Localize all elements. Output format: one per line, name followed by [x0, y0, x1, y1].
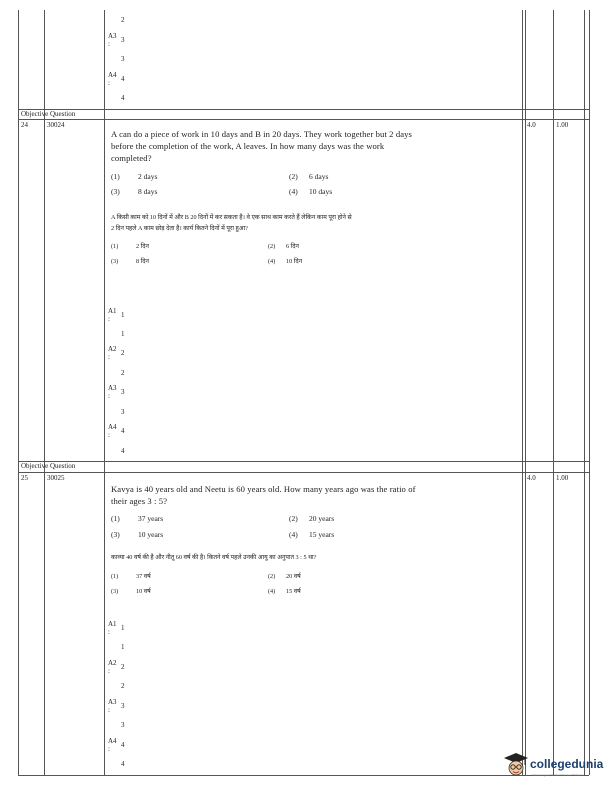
answer-value: 3 [121, 408, 125, 416]
answer-colon: : [108, 315, 110, 323]
option-text: 20 वर्ष [286, 573, 301, 580]
answer-label: A2 [108, 659, 117, 667]
option-number: (2) [268, 243, 276, 250]
col-divider-id [44, 10, 45, 775]
question-text-english [111, 483, 476, 507]
question-line: काव्या 40 वर्ष की है और नीतू 60 वर्ष की है। कितने वर्ष पहले उनकी आयु का अनुपात 3 : 5 था? [111, 554, 317, 561]
table-border-left [18, 10, 19, 775]
answer-value: 2 [121, 369, 125, 377]
answer-number: 4 [121, 741, 125, 749]
col-divider-marks-right [525, 10, 526, 775]
option-text: 8 दिन [136, 258, 149, 265]
brand-name: collegedunia [530, 757, 604, 771]
question-text-hindi [111, 552, 476, 563]
answer-number: 1 [121, 311, 125, 319]
prev-answer-value: 3 [121, 55, 125, 63]
answer-colon: : [108, 431, 110, 439]
answer-value: 1 [121, 330, 125, 338]
option-number: (3) [111, 530, 120, 539]
question-line: their ages 3 : 5? [111, 496, 168, 506]
option-number: (1) [111, 514, 120, 523]
option-text: 10 दिन [286, 258, 303, 265]
option-number: (2) [289, 172, 298, 181]
answer-label: A1 [108, 307, 117, 315]
option-number: (3) [111, 258, 119, 265]
col-divider-marks-left [522, 10, 523, 775]
option-number: (4) [289, 187, 298, 196]
answer-value: 2 [121, 682, 125, 690]
question-marks: 4.0 [527, 474, 536, 482]
answer-colon: : [108, 628, 110, 636]
section-label: Objective Question [21, 110, 76, 118]
answer-colon: : [108, 392, 110, 400]
question-line: A किसी काम को 10 दिनों में और B 20 दिनों में कर सकता है। वे एक साथ काम करते हैं लेकिन काम पूरा होने से [111, 214, 352, 221]
answer-label: A2 [108, 345, 117, 353]
option-text: 37 वर्ष [136, 573, 151, 580]
option-text: 37 years [138, 514, 164, 523]
question-line: completed? [111, 153, 152, 163]
table-border-right [589, 10, 590, 775]
question-number: 24 [21, 121, 28, 129]
question-line: Kavya is 40 years old and Neetu is 60 years old. How many years ago was the ratio of [111, 484, 416, 494]
answer-value: 4 [121, 760, 125, 768]
prev-answer-value: 2 [121, 16, 125, 24]
question-negative-marks: 1.00 [556, 121, 569, 129]
question-text-english [111, 128, 476, 164]
option-number: (4) [268, 258, 276, 265]
answer-label: A3 [108, 698, 117, 706]
option-text: 15 years [309, 530, 335, 539]
option-number: (4) [289, 530, 298, 539]
question-line: 2 दिन पहले A काम छोड़ देता है। कार्य कितने दिनों में पूरा हुआ? [111, 225, 248, 232]
row-divider [18, 109, 589, 110]
section-label: Objective Question [21, 462, 76, 470]
option-number: (2) [289, 514, 298, 523]
answer-value: 1 [121, 643, 125, 651]
option-number: (1) [111, 243, 119, 250]
answer-label: A4 [108, 423, 117, 431]
prev-answer-colon: : [108, 79, 110, 87]
option-text: 6 days [309, 172, 329, 181]
answer-label: A3 [108, 384, 117, 392]
prev-answer-number: 4 [121, 75, 125, 83]
option-text: 20 years [309, 514, 335, 523]
graduate-mascot-icon [503, 751, 529, 779]
question-line: A can do a piece of work in 10 days and B in 20 days. They work together but 2 days [111, 129, 412, 139]
answer-number: 3 [121, 702, 125, 710]
option-text: 2 दिन [136, 243, 149, 250]
question-line: before the completion of the work, A leaves. In how many days was the work [111, 141, 385, 151]
question-text-hindi [111, 212, 476, 234]
row-divider [18, 461, 589, 462]
answer-value: 3 [121, 721, 125, 729]
option-number: (4) [268, 588, 276, 595]
option-number: (2) [268, 573, 276, 580]
answer-value: 4 [121, 447, 125, 455]
prev-answer-number: 3 [121, 36, 125, 44]
option-text: 10 वर्ष [136, 588, 151, 595]
col-divider-neg-right [584, 10, 585, 775]
prev-answer-label: A4 [108, 71, 117, 79]
option-number: (3) [111, 187, 120, 196]
answer-colon: : [108, 745, 110, 753]
question-id: 30024 [47, 121, 65, 129]
option-text: 6 दिन [286, 243, 299, 250]
question-id: 30025 [47, 474, 65, 482]
brand-tagline: India's largest Student Review Platform [531, 773, 584, 777]
question-negative-marks: 1.00 [556, 474, 569, 482]
answer-colon: : [108, 667, 110, 675]
prev-answer-label: A3 [108, 32, 117, 40]
answer-colon: : [108, 353, 110, 361]
answer-colon: : [108, 706, 110, 714]
option-number: (3) [111, 588, 119, 595]
answer-number: 2 [121, 663, 125, 671]
option-number: (1) [111, 172, 120, 181]
option-number: (1) [111, 573, 119, 580]
option-text: 15 वर्ष [286, 588, 301, 595]
brand-logo [503, 751, 607, 781]
answer-number: 3 [121, 388, 125, 396]
answer-number: 1 [121, 624, 125, 632]
row-divider [18, 472, 589, 473]
question-marks: 4.0 [527, 121, 536, 129]
option-text: 10 years [138, 530, 164, 539]
answer-number: 2 [121, 349, 125, 357]
answer-label: A4 [108, 737, 117, 745]
prev-answer-value: 4 [121, 94, 125, 102]
row-divider [18, 119, 589, 120]
prev-answer-colon: : [108, 40, 110, 48]
col-divider-question [104, 10, 105, 775]
question-number: 25 [21, 474, 28, 482]
answer-number: 4 [121, 427, 125, 435]
option-text: 8 days [138, 187, 158, 196]
answer-label: A1 [108, 620, 117, 628]
option-text: 10 days [309, 187, 333, 196]
col-divider-neg [553, 10, 554, 775]
option-text: 2 days [138, 172, 158, 181]
